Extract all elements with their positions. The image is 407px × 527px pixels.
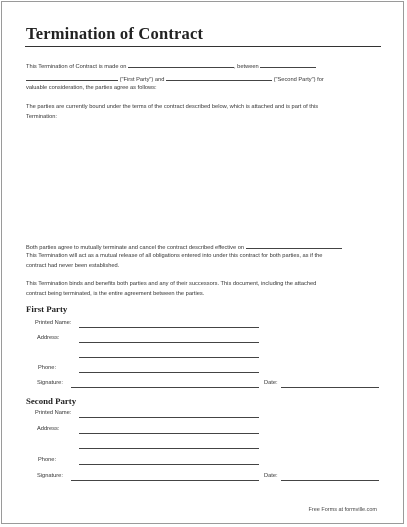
second-party-printed-name-line[interactable] xyxy=(79,417,259,418)
intro-text-a: This Termination of Contract is made on xyxy=(26,64,127,70)
first-party-address-label: Address: xyxy=(37,335,60,341)
terminate-line-2: This Termination will act as a mutual release of all obligations entered into under this contract for both parties, as if the xyxy=(26,253,323,259)
effective-date-blank[interactable] xyxy=(246,242,342,249)
intro-text-c: ("First Party") and xyxy=(119,77,165,83)
binding-line-2: contract being terminated, is the entire agreement between the parties. xyxy=(26,291,205,297)
agreement-date-blank[interactable] xyxy=(128,61,234,68)
first-party-address-line-2[interactable] xyxy=(79,357,259,358)
second-party-phone-line[interactable] xyxy=(79,464,259,465)
intro-text-b: , between xyxy=(234,64,259,70)
second-party-date-line[interactable] xyxy=(281,480,379,481)
second-party-name-blank[interactable] xyxy=(166,74,272,81)
second-party-address-line-2[interactable] xyxy=(79,448,259,449)
second-party-printed-name-label: Printed Name: xyxy=(35,410,72,416)
second-party-heading: Second Party xyxy=(26,396,77,406)
first-party-printed-name-label: Printed Name: xyxy=(35,320,72,326)
footer-source: Free Forms at formville.com xyxy=(308,507,377,513)
first-party-phone-line[interactable] xyxy=(79,372,259,373)
first-party-date-label: Date: xyxy=(264,380,278,386)
second-party-phone-label: Phone: xyxy=(38,457,57,463)
intro-line-1 xyxy=(26,61,382,73)
between-blank[interactable] xyxy=(260,61,316,68)
first-party-signature-label: Signature: xyxy=(37,380,63,386)
second-party-signature-line[interactable] xyxy=(71,480,259,481)
contract-page xyxy=(1,1,404,524)
second-party-signature-label: Signature: xyxy=(37,473,63,479)
document-title: Termination of Contract xyxy=(26,24,204,43)
second-party-address-label: Address: xyxy=(37,426,60,432)
bound-line-1: The parties are currently bound under the terms of the contract described below, which is attached and is part of this xyxy=(26,104,319,110)
first-party-date-line[interactable] xyxy=(281,387,379,388)
first-party-name-blank[interactable] xyxy=(26,74,118,81)
binding-line-1: This Termination binds and benefits both parties and any of their successors. This document, including the attached xyxy=(26,281,317,287)
terminate-line-3: contract had never been established. xyxy=(26,263,120,269)
first-party-heading: First Party xyxy=(26,304,68,314)
title-rule xyxy=(25,46,381,47)
first-party-signature-line[interactable] xyxy=(71,387,259,388)
terminate-text-a: Both parties agree to mutually terminate and cancel the contract described effective on xyxy=(26,245,245,251)
second-party-date-label: Date: xyxy=(264,473,278,479)
first-party-address-line-1[interactable] xyxy=(79,342,259,343)
first-party-printed-name-line[interactable] xyxy=(79,327,259,328)
bound-line-2: Termination: xyxy=(26,114,57,120)
first-party-phone-label: Phone: xyxy=(38,365,57,371)
intro-line-3: valuable consideration, the parties agree as follows: xyxy=(26,85,157,91)
second-party-address-line-1[interactable] xyxy=(79,433,259,434)
intro-text-d: ("Second Party") for xyxy=(273,77,324,83)
